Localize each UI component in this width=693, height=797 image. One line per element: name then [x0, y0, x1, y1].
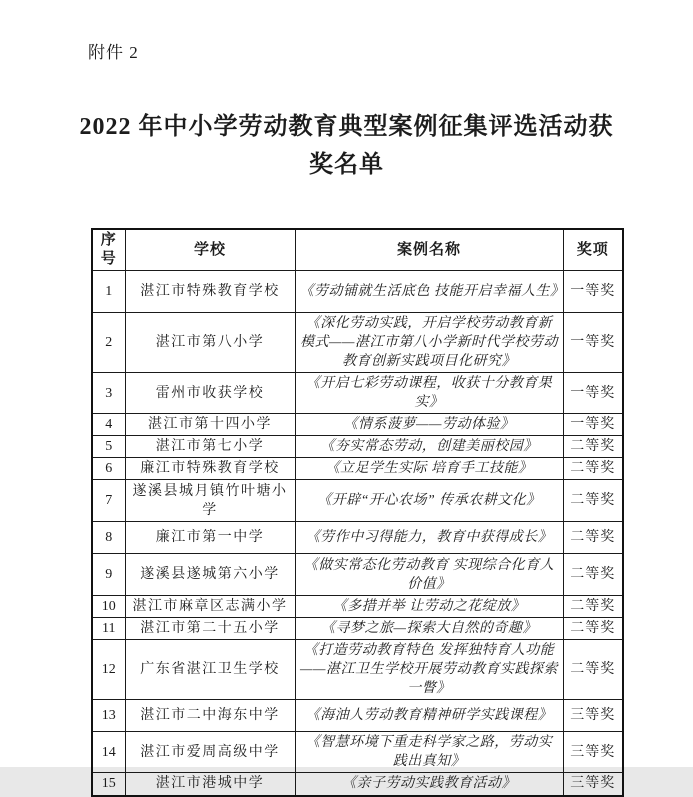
row-number: 15: [92, 773, 125, 796]
column-header: 序号: [92, 229, 125, 271]
table-row: [92, 414, 623, 436]
case-title: 《夯实常态劳动，创建美丽校园》: [295, 436, 563, 458]
school-name: 湛江市二中海东中学: [125, 700, 295, 732]
row-number: 14: [92, 732, 125, 773]
case-title: 《海油人劳动教育精神研学实践课程》: [295, 700, 563, 732]
award-level: 一等奖: [563, 414, 623, 436]
table-row: [92, 732, 623, 773]
case-title: 《亲子劳动实践教育活动》: [295, 773, 563, 796]
school-name: 湛江市麻章区志满小学: [125, 596, 295, 618]
case-title: 《寻梦之旅—探索大自然的奇趣》: [295, 618, 563, 640]
row-number: 3: [92, 373, 125, 414]
row-number: 1: [92, 271, 125, 313]
table-row: [92, 436, 623, 458]
case-title: 《深化劳动实践，开启学校劳动教育新模式——湛江市第八小学新时代学校劳动教育创新实践项目化研究》: [295, 313, 563, 373]
school-name: 湛江市特殊教育学校: [125, 271, 295, 313]
award-level: 二等奖: [563, 640, 623, 700]
awards-table-body: [92, 271, 623, 796]
award-level: 三等奖: [563, 700, 623, 732]
row-number: 5: [92, 436, 125, 458]
table-row: [92, 480, 623, 522]
school-name: 雷州市收获学校: [125, 373, 295, 414]
case-title: 《做实常态化劳动教育 实现综合化育人价值》: [295, 554, 563, 596]
award-level: 二等奖: [563, 554, 623, 596]
row-number: 9: [92, 554, 125, 596]
case-title: 《情系菠萝——劳动体验》: [295, 414, 563, 436]
school-name: 遂溪县遂城第六小学: [125, 554, 295, 596]
award-level: 二等奖: [563, 436, 623, 458]
column-header: 学校: [125, 229, 295, 271]
school-name: 湛江市第八小学: [125, 313, 295, 373]
row-number: 12: [92, 640, 125, 700]
row-number: 8: [92, 522, 125, 554]
award-level: 二等奖: [563, 618, 623, 640]
header-row: [92, 229, 623, 271]
table-row: [92, 373, 623, 414]
award-level: 二等奖: [563, 596, 623, 618]
school-name: 遂溪县城月镇竹叶塘小学: [125, 480, 295, 522]
attachment-label: 附件 2: [88, 43, 139, 62]
case-title: 《立足学生实际 培育手工技能》: [295, 458, 563, 480]
school-name: 湛江市第十四小学: [125, 414, 295, 436]
case-title: 《打造劳动教育特色 发挥独特育人功能——湛江卫生学校开展劳动教育实践探索一瞥》: [295, 640, 563, 700]
row-number: 2: [92, 313, 125, 373]
school-name: 廉江市特殊教育学校: [125, 458, 295, 480]
award-level: 一等奖: [563, 373, 623, 414]
school-name: 湛江市港城中学: [125, 773, 295, 796]
column-header: 奖项: [563, 229, 623, 271]
column-header: 案例名称: [295, 229, 563, 271]
document-title: 2022 年中小学劳动教育典型案例征集评选活动获奖名单: [79, 114, 614, 178]
row-number: 10: [92, 596, 125, 618]
case-title: 《开辟“开心农场” 传承农耕文化》: [295, 480, 563, 522]
school-name: 湛江市爱周高级中学: [125, 732, 295, 773]
award-level: 二等奖: [563, 522, 623, 554]
case-title: 《多措并举 让劳动之花绽放》: [295, 596, 563, 618]
row-number: 4: [92, 414, 125, 436]
table-row: [92, 640, 623, 700]
case-title: 《劳作中习得能力，教育中获得成长》: [295, 522, 563, 554]
table-row: [92, 522, 623, 554]
row-number: 11: [92, 618, 125, 640]
school-name: 湛江市第二十五小学: [125, 618, 295, 640]
table-row: [92, 700, 623, 732]
school-name: 廉江市第一中学: [125, 522, 295, 554]
case-title: 《开启七彩劳动课程，收获十分教育果实》: [295, 373, 563, 414]
case-title: 《劳动铺就生活底色 技能开启幸福人生》: [295, 271, 563, 313]
award-level: 一等奖: [563, 313, 623, 373]
award-level: 二等奖: [563, 480, 623, 522]
row-number: 6: [92, 458, 125, 480]
table-row: [92, 618, 623, 640]
awards-table: [91, 228, 624, 797]
school-name: 广东省湛江卫生学校: [125, 640, 295, 700]
row-number: 13: [92, 700, 125, 732]
table-row: [92, 313, 623, 373]
case-title: 《智慧环境下重走科学家之路，劳动实践出真知》: [295, 732, 563, 773]
award-level: 二等奖: [563, 458, 623, 480]
table-row: [92, 554, 623, 596]
row-number: 7: [92, 480, 125, 522]
award-level: 三等奖: [563, 732, 623, 773]
school-name: 湛江市第七小学: [125, 436, 295, 458]
award-level: 三等奖: [563, 773, 623, 796]
table-row: [92, 596, 623, 618]
table-row: [92, 271, 623, 313]
table-row: [92, 773, 623, 796]
awards-table-header: [92, 229, 623, 271]
table-row: [92, 458, 623, 480]
award-level: 一等奖: [563, 271, 623, 313]
